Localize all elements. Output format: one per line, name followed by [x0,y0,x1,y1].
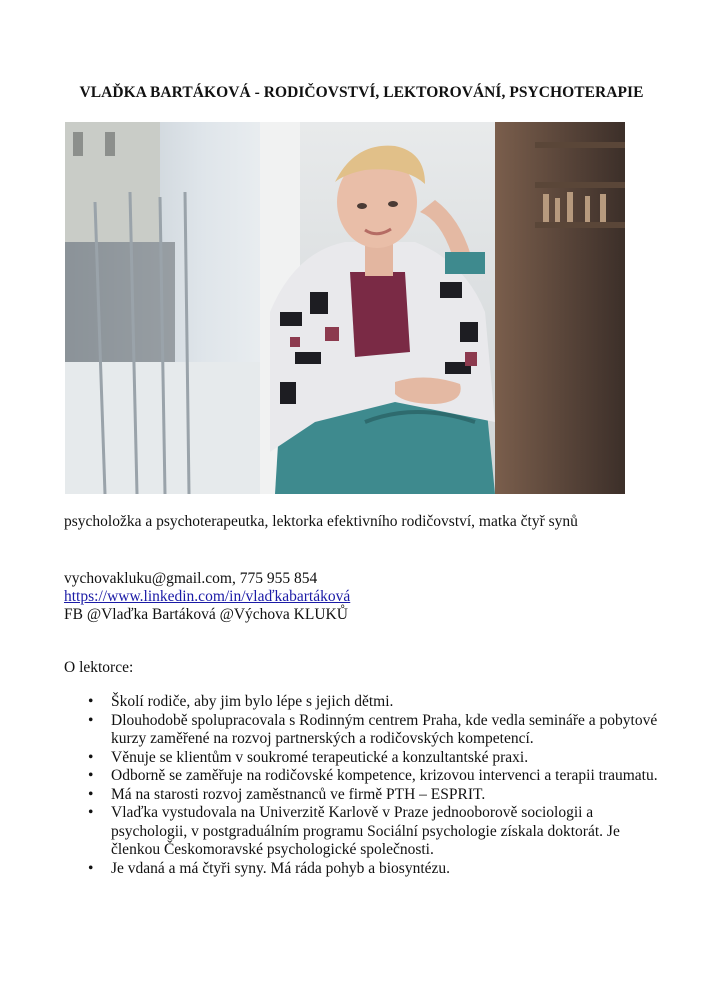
linkedin-link[interactable]: https://www.linkedin.com/in/vlaďkabartáková [64,588,351,605]
list-item: • Je vdaná a má čtyři syny. Má ráda pohyb a biosyntézu. [88,860,658,879]
list-item: • Dlouhodobě spolupracovala s Rodinným centrem Praha, kde vedla semináře a pobytové kurzy zaměřené na rozvoj partnerských a rodičovských kompetencí. [88,712,658,749]
about-heading: O lektorce: [64,659,134,676]
document-title: VLAĎKA BARTÁKOVÁ - RODIČOVSTVÍ, LEKTOROVÁNÍ, PSYCHOTERAPIE [79,84,644,101]
email-phone: vychovakluku@gmail.com, 775 955 854 [64,570,318,587]
list-item: • Má na starosti rozvoj zaměstnanců ve firmě PTH – ESPRIT. [88,786,658,805]
list-item: • Věnuje se klientům v soukromé terapeutické a konzultantské praxi. [88,749,658,768]
list-item: • Odborně se zaměřuje na rodičovské kompetence, krizovou intervenci a terapii traumatu. [88,767,658,786]
about-list [88,693,658,878]
list-item: • Vlaďka vystudovala na Univerzitě Karlově v Praze jednooborově sociologii a psychologii, v postgraduálním programu Sociální psychologie získala doktorát. Je členkou Českomoravské psychologické společnosti. [88,804,658,860]
list-item: • Školí rodiče, aby jim bylo lépe s jejich dětmi. [88,693,658,712]
subtitle: psycholožka a psychoterapeutka, lektorka efektivního rodičovství, matka čtyř synů [64,513,578,530]
facebook-handles: FB @Vlaďka Bartáková @Výchova KLUKŮ [64,606,348,623]
contact-block [64,570,350,624]
portrait-photo [65,122,625,494]
